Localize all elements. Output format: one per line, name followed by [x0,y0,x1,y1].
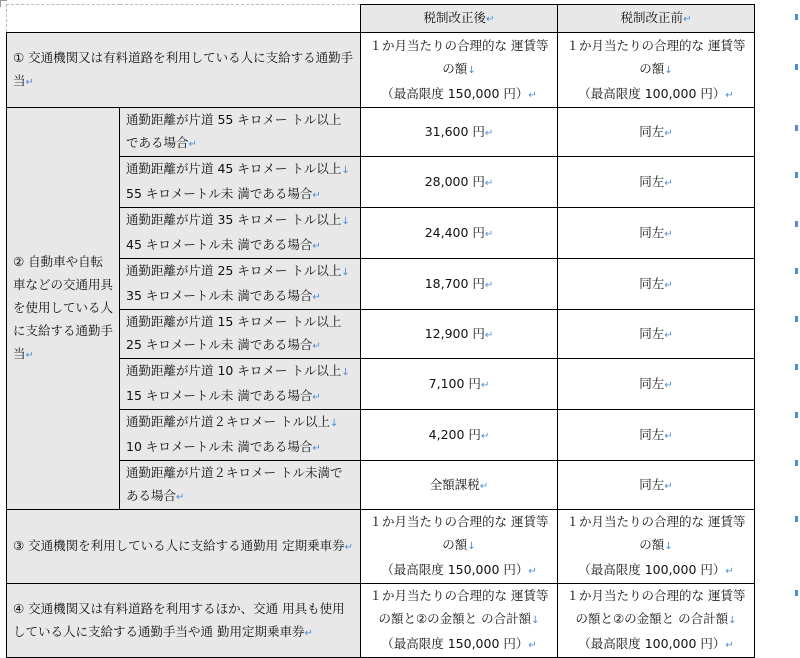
row-combined [7,584,755,658]
row4-after-text: １か月当たりの合理的な 運賃等の額と②の金額と の合計額 [369,588,549,626]
after-value-cell [361,108,558,157]
distance-text-cont: 55 キロメートル未 満である場合 [126,186,313,201]
line-mark: ↓ [329,418,339,429]
distance-cell [120,310,361,359]
distance-text-cont: ある場合 [126,488,177,503]
after-value-cell [361,359,558,410]
before-value: 同左 [639,375,665,391]
para-mark: ↵ [312,341,321,352]
distance-cell [120,359,361,410]
row1-after-text: １か月当たりの合理的な 運賃等の額 [369,37,549,76]
row1-after-limit: （最高限度 150,000 円） [381,85,529,101]
row-end-marker [795,460,798,466]
para-mark: ↵ [725,566,734,577]
row-vehicle-sub-7 [7,410,755,461]
before-value-cell [558,157,755,208]
after-value: 28,000 円 [424,173,485,189]
distance-text: 通勤距離が片道２キロメー トル以上 [126,414,330,429]
before-value-cell [558,108,755,157]
distance-text: 通勤距離が片道 10 キロメー トル以上 [126,363,342,378]
after-value: 全額課税 [429,476,480,492]
row-vehicle-sub-6 [7,359,755,410]
para-mark: ↵ [664,279,673,291]
after-value: 24,400 円 [424,224,485,240]
para-mark: ↵ [664,228,673,240]
row4-label-cell [7,584,361,658]
before-value: 同左 [639,123,665,139]
after-value-cell [361,208,558,259]
para-mark: ↵ [312,392,321,403]
para-mark: ↵ [484,127,494,139]
row-end-marker [795,364,798,370]
before-value-cell [558,208,755,259]
distance-text-cont: である場合 [126,135,189,150]
line-mark: ↓ [341,165,350,176]
line-mark: ↓ [664,541,673,552]
row2-label: ② 自動車や自転車などの交通用具を使用している人に支給する通勤手当 [13,254,114,361]
para-mark: ↵ [312,292,321,303]
row4-before-text: １か月当たりの合理的な 運賃等の額と②の金額と の合計額 [566,588,746,626]
header-before-label: 税制改正前 [620,10,684,25]
line-mark: ↓ [664,64,673,76]
row1-after-cell [361,33,558,108]
after-value: 7,100 円 [428,375,481,391]
row3-after-text: １か月当たりの合理的な 運賃等の額 [369,514,549,552]
line-mark: ↓ [341,367,350,378]
row3-before-cell [558,510,755,584]
line-mark: ↓ [531,615,540,626]
para-mark: ↵ [683,14,692,25]
after-value-cell [361,259,558,310]
row-vehicle-sub-8 [7,461,755,510]
row-end-marker [795,268,798,274]
after-value-cell [361,410,558,461]
before-value: 同左 [639,476,665,492]
before-value-cell [558,359,755,410]
para-mark: ↵ [528,640,537,651]
para-mark: ↵ [484,177,494,189]
row4-after-limit: （最高限度 150,000 円） [381,636,529,651]
after-value: 12,900 円 [424,325,485,341]
before-value: 同左 [639,275,665,291]
para-mark: ↵ [312,190,321,201]
row3-after-limit: （最高限度 150,000 円） [381,562,529,577]
para-mark: ↵ [484,279,494,291]
para-mark: ↵ [528,566,537,577]
para-mark: ↵ [25,350,34,361]
header-after-cell [361,5,558,33]
para-mark: ↵ [664,480,673,492]
distance-text: 通勤距離が片道 25 キロメー トル以上 [126,263,342,278]
row-end-marker [795,412,798,418]
para-mark: ↵ [725,89,734,101]
row3-before-limit: （最高限度 100,000 円） [578,562,726,577]
para-mark: ↵ [486,14,495,25]
para-mark: ↵ [304,627,313,639]
before-value: 同左 [639,224,665,240]
distance-text: 通勤距離が片道 15 キロメー トル以上 [126,314,342,329]
para-mark: ↵ [188,139,197,150]
distance-cell [120,410,361,461]
row3-before-text: １か月当たりの合理的な 運賃等の額 [566,514,746,552]
distance-text: 通勤距離が片道 35 キロメー トル以上 [126,212,342,227]
distance-text: 通勤距離が片道 45 キロメー トル以上 [126,161,342,176]
distance-text: 通勤距離が片道 55 キロメー トル以上 [126,112,342,127]
row4-after-cell [361,584,558,658]
row-end-marker [795,316,798,322]
row1-before-cell [558,33,755,108]
before-value-cell [558,310,755,359]
row-vehicle-sub-2 [7,157,755,208]
para-mark: ↵ [25,77,34,88]
header-row [7,5,755,33]
para-mark: ↵ [664,329,673,341]
before-value-cell [558,461,755,510]
row-end-marker [795,14,798,20]
distance-text-cont: 15 キロメートル未 満である場合 [126,388,313,403]
row-end-marker [795,221,798,227]
distance-text-cont: 25 キロメートル未 満である場合 [126,337,313,352]
distance-text-cont: 45 キロメートル未 満である場合 [126,237,313,252]
row4-label: ④ 交通機関又は有料道路を利用するほか、交通 用具も使用している人に支給する通勤手当や通 勤用定期乗車券 [13,600,345,639]
row-end-marker [795,64,798,70]
para-mark: ↵ [480,379,490,391]
row-public-transport [7,33,755,108]
row-vehicle-sub-4 [7,259,755,310]
row3-label-cell [7,510,361,584]
para-mark: ↵ [312,443,321,454]
row1-before-limit: （最高限度 100,000 円） [578,85,726,101]
header-after-label: 税制改正後 [423,10,487,25]
para-mark: ↵ [479,480,489,492]
distance-cell [120,208,361,259]
distance-cell [120,108,361,157]
commuting-allowance-table [6,4,755,658]
after-value: 18,700 円 [424,275,485,291]
header-blank-cell [7,5,361,33]
para-mark: ↵ [664,127,673,139]
line-mark: ↓ [341,267,350,278]
para-mark: ↵ [312,241,321,252]
after-value: 31,600 円 [424,123,485,139]
row-commuter-pass [7,510,755,584]
distance-cell [120,157,361,208]
row2-label-cell [7,108,120,510]
line-mark: ↓ [728,615,737,626]
distance-cell [120,259,361,310]
before-value: 同左 [639,426,665,442]
distance-text-cont: 35 キロメートル未 満である場合 [126,288,313,303]
header-before-cell [558,5,755,33]
para-mark: ↵ [344,542,354,553]
para-mark: ↵ [664,430,673,442]
para-mark: ↵ [484,329,494,341]
row-vehicle-sub-5 [7,310,755,359]
before-value-cell [558,259,755,310]
para-mark: ↵ [725,640,734,651]
para-mark: ↵ [664,379,673,391]
before-value: 同左 [639,325,665,341]
row-vehicle-sub-3 [7,208,755,259]
row4-before-limit: （最高限度 100,000 円） [578,636,726,651]
para-mark: ↵ [484,228,494,240]
row-end-marker [795,172,798,178]
para-mark: ↵ [480,430,490,442]
after-value-cell [361,461,558,510]
after-value-cell [361,157,558,208]
row1-before-text: １か月当たりの合理的な 運賃等の額 [566,37,746,76]
line-mark: ↓ [341,216,350,227]
row3-after-cell [361,510,558,584]
row4-before-cell [558,584,755,658]
row-vehicle-sub-1 [7,108,755,157]
para-mark: ↵ [176,492,185,503]
line-mark: ↓ [467,64,476,76]
para-mark: ↵ [528,89,537,101]
row-end-marker [795,125,798,131]
distance-text: 通勤距離が片道２キロメー トル未満で [126,465,343,480]
before-value-cell [558,410,755,461]
distance-text-cont: 10 キロメートル未 満である場合 [126,439,313,454]
line-mark: ↓ [467,541,476,552]
after-value: 4,200 円 [428,426,481,442]
row-end-marker [795,516,798,522]
before-value: 同左 [639,173,665,189]
row1-label-cell [7,33,361,108]
row1-label: ① 交通機関又は有料道路を利用している人に支給する通勤手当 [13,50,354,88]
distance-cell [120,461,361,510]
after-value-cell [361,310,558,359]
row3-label: ③ 交通機関を利用している人に支給する通勤用 定期乗車券 [13,538,345,553]
para-mark: ↵ [664,177,673,189]
row-end-marker [795,590,798,596]
